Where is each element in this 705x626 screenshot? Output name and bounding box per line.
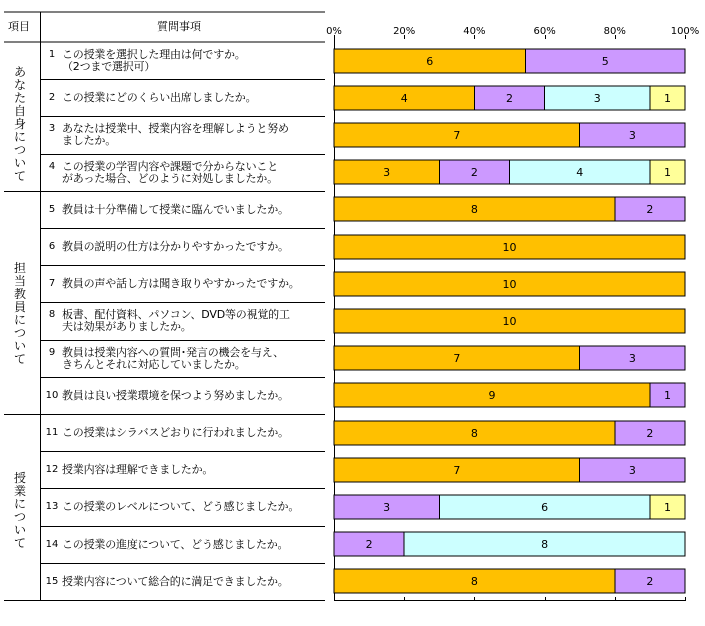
question-number: 13	[45, 501, 59, 513]
question-text-line1: 教員は十分準備して授業に臨んでいましたか。	[62, 202, 289, 216]
bar-value-label: 2	[506, 92, 513, 105]
category-self: あなた自身について	[14, 65, 27, 183]
question-text-line1: 教員は授業内容への質問･発言の機会を与え、	[62, 345, 284, 359]
x-tick-label: 80%	[603, 26, 626, 37]
bar-value-label: 3	[383, 166, 391, 179]
question-text-line1: 教員の声や話し方は聞き取りやすかったですか。	[62, 277, 300, 291]
question-text-line1: この授業の進度について、どう感じましたか。	[62, 537, 289, 551]
x-tick-label: 40%	[463, 26, 486, 37]
question-text	[62, 539, 324, 551]
question-number: 14	[45, 538, 59, 550]
question-number: 8	[48, 309, 56, 321]
question-text-line1: この授業のレベルについて、どう感じましたか。	[62, 500, 300, 514]
question-text-line1: 板書、配付資料、パソコン、DVD等の視覚的工	[62, 308, 290, 322]
question-text-line2: 夫は効果がありましたか。	[62, 320, 192, 334]
bar-value-label: 6	[426, 55, 434, 68]
question-text	[62, 204, 324, 216]
header-category: 項目	[8, 20, 30, 33]
question-text-line1: 授業内容は理解できましたか。	[62, 463, 214, 477]
question-number: 9	[48, 346, 56, 358]
x-tick-label: 60%	[533, 26, 556, 37]
question-text	[62, 161, 324, 185]
question-number: 2	[48, 92, 56, 104]
bar-value-label: 9	[488, 389, 496, 402]
question-number: 7	[48, 278, 56, 290]
bar-value-label: 8	[470, 427, 478, 440]
x-tick-label: 20%	[393, 26, 416, 37]
question-text	[62, 309, 324, 333]
x-tick-label: 0%	[326, 26, 342, 37]
bar-value-label: 10	[502, 278, 517, 291]
bar-value-label: 1	[664, 389, 671, 402]
question-number: 4	[48, 160, 56, 172]
question-number: 3	[48, 123, 56, 135]
bar-value-label: 4	[576, 166, 584, 179]
bar-value-label: 7	[453, 129, 461, 142]
question-number: 10	[45, 389, 59, 401]
category-teacher: 担当教員について	[14, 261, 27, 366]
bar-value-label: 8	[541, 538, 549, 551]
question-number: 12	[45, 464, 59, 476]
question-text-line1: この授業の学習内容や課題で分からないこと	[62, 159, 278, 173]
question-number: 11	[45, 427, 59, 438]
question-text-line2: があった場合、どのように対処しましたか。	[62, 171, 278, 185]
question-text	[62, 576, 324, 588]
question-text	[62, 464, 324, 476]
x-tick-label: 100%	[670, 26, 700, 37]
bar-value-label: 8	[470, 203, 478, 216]
bar-value-label: 2	[646, 203, 654, 216]
question-text	[62, 501, 324, 513]
question-text	[62, 92, 324, 104]
bar-value-label: 1	[664, 92, 671, 105]
question-text-line1: この授業を選択した理由は何ですか。	[62, 48, 246, 61]
question-text-line2: ましたか。	[62, 134, 116, 148]
bar-value-label: 7	[453, 464, 461, 477]
header-question: 質問事項	[157, 20, 201, 33]
category-class: 授業について	[14, 471, 27, 550]
bar-value-label: 1	[664, 166, 671, 179]
bar-value-label: 3	[628, 352, 636, 365]
bar-value-label: 8	[470, 575, 478, 588]
question-text	[62, 427, 324, 439]
question-text-line1: この授業はシラバスどおりに行われましたか。	[62, 426, 289, 439]
bar-value-label: 3	[383, 501, 391, 514]
question-text-line1: 教員は良い授業環境を保つよう努めましたか。	[62, 388, 289, 402]
bar-value-label: 3	[628, 464, 636, 477]
bar-value-label: 1	[664, 501, 671, 514]
bar-value-label: 10	[502, 315, 517, 328]
question-text	[62, 49, 324, 73]
bar-value-label: 2	[646, 427, 654, 440]
question-text-line2: （2つまで選択可）	[62, 60, 156, 73]
question-text-line1: この授業にどのくらい出席しましたか。	[62, 91, 257, 105]
bar-value-label: 2	[365, 538, 373, 551]
question-number: 15	[45, 575, 59, 587]
bar-value-label: 6	[541, 501, 549, 514]
question-text	[62, 347, 324, 371]
bar-value-label: 4	[400, 92, 408, 105]
question-text	[62, 241, 324, 253]
bar-value-label: 5	[601, 55, 609, 68]
question-number: 5	[48, 203, 56, 215]
bar-layer	[334, 49, 685, 593]
bar-value-label: 7	[453, 352, 461, 365]
bar-value-label: 3	[628, 129, 636, 142]
question-text	[62, 390, 324, 402]
question-number: 1	[48, 49, 56, 60]
question-text-line1: 授業内容について総合的に満足できましたか。	[62, 574, 289, 588]
question-text-line2: きちんとそれに対応していましたか。	[62, 357, 246, 371]
bar-value-label: 3	[593, 92, 601, 105]
bar-value-label: 2	[470, 166, 478, 179]
question-text-line1: あなたは授業中、授業内容を理解しようと努め	[62, 122, 289, 136]
question-number: 6	[48, 241, 56, 252]
question-text	[62, 123, 324, 147]
bar-value-label: 10	[502, 241, 517, 254]
question-text	[62, 278, 324, 290]
question-text-line1: 教員の説明の仕方は分かりやすかったですか。	[62, 240, 289, 253]
bar-value-label: 2	[646, 575, 654, 588]
